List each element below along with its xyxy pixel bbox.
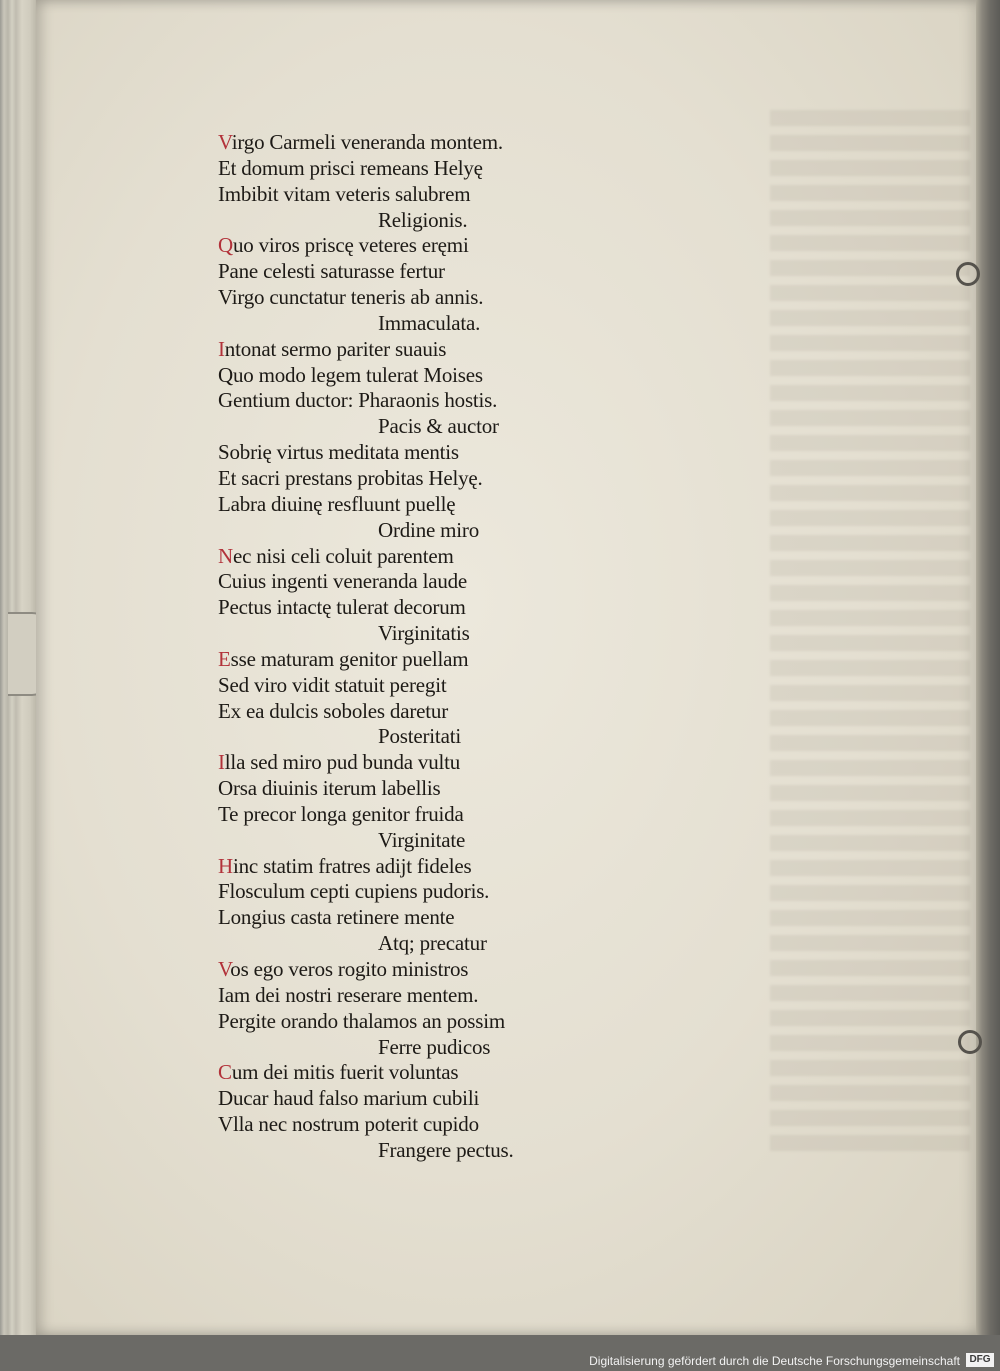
binding-ring [956,262,980,286]
line-text: Ordine miro [378,517,480,542]
text-line [218,983,618,1009]
page-gutter [976,0,1000,1335]
text-line [218,595,618,621]
line-text: Ducar haud falso marium cubili [218,1086,480,1111]
line-text: um dei mitis fuerit voluntas [231,1060,459,1085]
text-line [218,1086,618,1112]
rubricated-initial: H [218,853,233,878]
line-text: Pergite orando thalamos an possim [218,1008,505,1033]
text-line [218,233,618,259]
line-text: Pectus intactę tulerat decorum [218,595,466,620]
line-text: sse maturam genitor puellam [230,646,469,671]
text-line [218,388,618,414]
text-line [218,699,618,725]
text-line [218,1009,618,1035]
line-text: Pacis & auctor [378,414,499,439]
text-line [218,1035,618,1061]
line-text: Quo modo legem tulerat Moises [218,362,483,387]
line-text: Immaculata. [378,310,481,335]
text-line [218,647,618,673]
text-line [218,440,618,466]
line-text: Orsa diuinis iterum labellis [218,776,441,801]
text-line [218,363,618,389]
line-text: Imbibit vitam veteris salubrem [218,181,471,206]
line-text: Vlla nec nostrum poterit cupido [218,1112,479,1137]
rubricated-initial: V [218,957,231,981]
line-text: Iam dei nostri reserare mentem. [218,982,479,1007]
line-text: uo viros priscę veteres eręmi [232,233,469,258]
text-line [218,802,618,828]
line-text: Longius casta retinere mente [218,905,455,930]
text-line [218,337,618,363]
dfg-logo: DFG [966,1353,994,1367]
line-text: Virginitate [378,827,466,852]
line-text: Ferre pudicos [378,1034,491,1059]
line-text: Virginitatis [378,621,470,646]
line-text: inc statim fratres adijt fideles [232,853,472,878]
text-line [218,1060,618,1086]
text-line [218,569,618,595]
line-text: Ex ea dulcis soboles daretur [218,698,448,723]
line-text: Et domum prisci remeans Helyę [218,155,483,180]
text-line [218,414,618,440]
rubricated-initial: I [218,750,225,775]
text-line [218,285,618,311]
text-line [218,957,618,983]
text-line [218,544,618,570]
line-text: lla sed miro pud bunda vultu [224,750,461,775]
line-text: Et sacri prestans probitas Helyę. [218,465,483,490]
poem-text [218,130,618,1164]
binding-ring [958,1030,982,1054]
text-line [218,259,618,285]
rubricated-initial: I [218,336,225,361]
line-text: Gentium ductor: Pharaonis hostis. [218,388,498,413]
rubricated-initial: N [218,543,233,568]
line-text: irgo Carmeli veneranda montem. [231,130,503,154]
text-line [218,828,618,854]
line-text: Religionis. [378,207,468,232]
text-line [218,518,618,544]
text-line [218,621,618,647]
line-text: Pane celesti saturasse fertur [218,259,445,284]
line-text: Cuius ingenti veneranda laude [218,569,468,594]
text-line [218,182,618,208]
line-text: os ego veros rogito ministros [230,957,469,981]
rubricated-initial: Q [218,233,233,258]
show-through-text [770,110,970,1160]
line-text: Frangere pectus. [378,1137,514,1162]
text-line [218,905,618,931]
text-line [218,208,618,234]
line-text: Flosculum cepti cupiens pudoris. [218,879,490,904]
line-text: Sobrię virtus meditata mentis [218,440,459,465]
line-text: Posteritati [378,724,461,749]
line-text: Virgo cunctatur teneris ab annis. [218,285,484,310]
line-text: ntonat sermo pariter suauis [224,336,447,361]
text-line [218,130,618,156]
text-line [218,854,618,880]
text-line [218,673,618,699]
line-text: Atq; precatur [378,931,487,956]
text-line [218,750,618,776]
digitization-credit: Digitalisierung gefördert durch die Deutsche Forschungsgemeinschaft [589,1354,960,1368]
text-line [218,311,618,337]
line-text: Te precor longa genitor fruida [218,801,464,826]
rubricated-initial: V [218,130,232,154]
rubricated-initial: C [218,1060,232,1085]
text-line [218,156,618,182]
text-line [218,1112,618,1138]
text-line [218,1138,618,1164]
text-line [218,724,618,750]
text-line [218,879,618,905]
text-line [218,931,618,957]
text-line [218,776,618,802]
rubricated-initial: E [218,646,231,671]
text-line [218,466,618,492]
text-line [218,492,618,518]
line-text: ec nisi celi coluit parentem [232,543,454,568]
line-text: Sed viro vidit statuit peregit [218,672,447,697]
line-text: Labra diuinę resfluunt puellę [218,491,456,516]
